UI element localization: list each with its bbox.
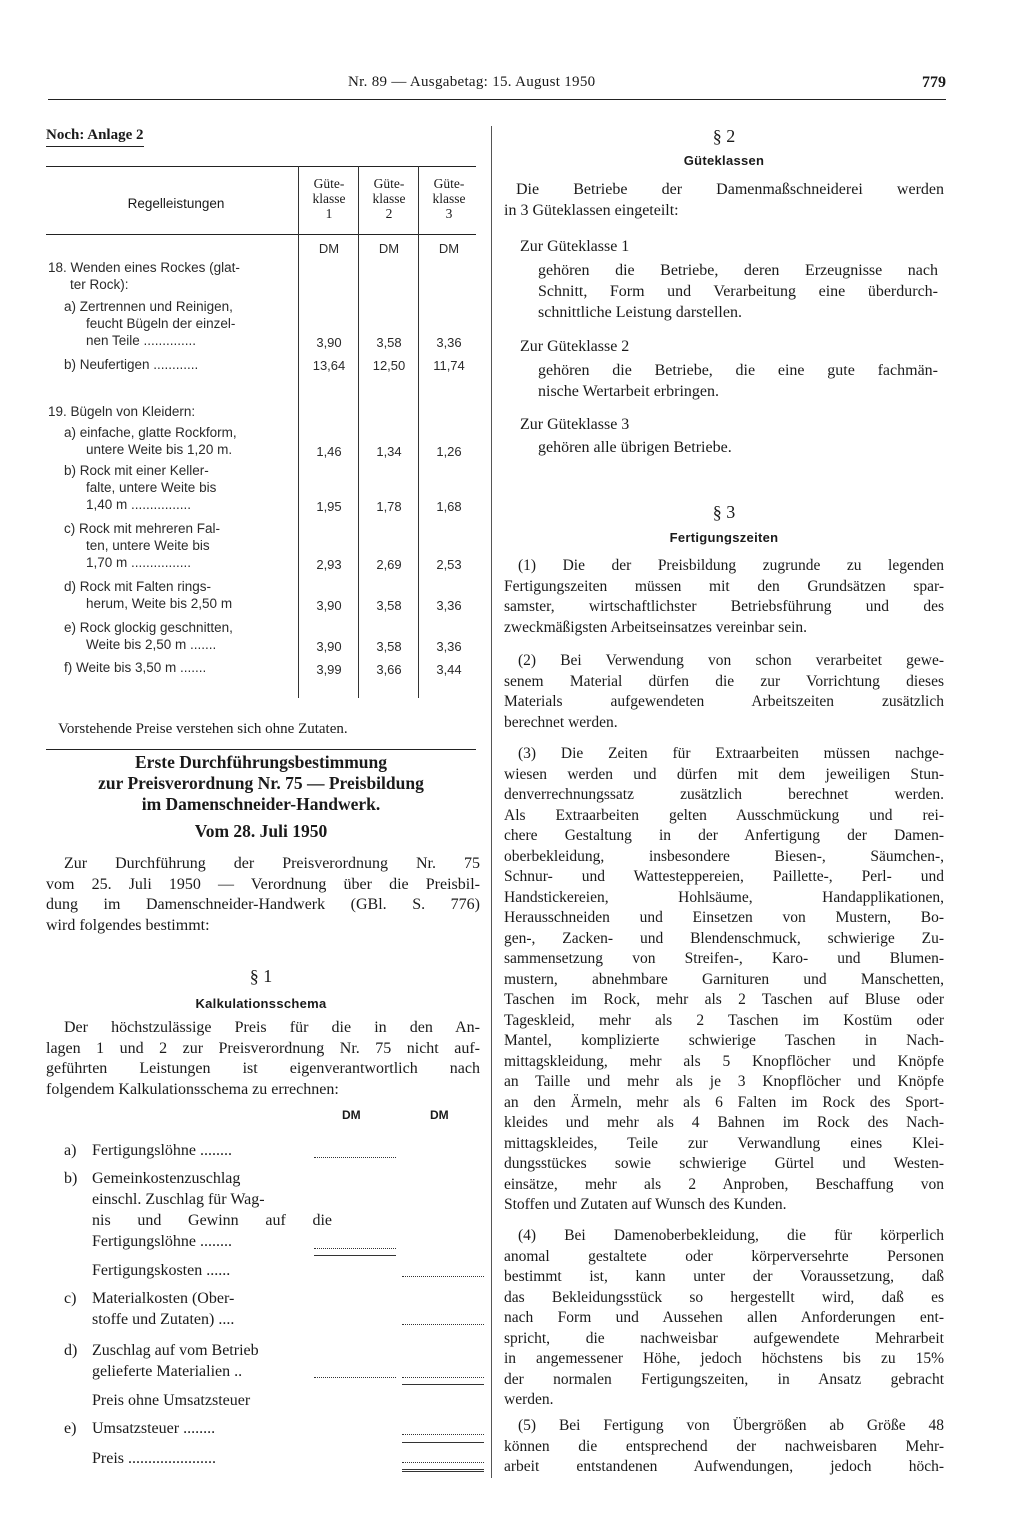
calc-label: c) (64, 1290, 77, 1307)
col-header-gk1 (300, 176, 358, 221)
calc-dm-header: DM (342, 1108, 361, 1122)
section-1-symbol: § 1 (249, 966, 273, 986)
table-cell: 12,50 (372, 358, 406, 373)
table-cell: 2,53 (436, 557, 462, 572)
text-line: Der höchstzulässige Preis für die in den An- (64, 1019, 480, 1036)
text-line: Herausschneiden und Einsetzen von Mustern, Bo- (504, 909, 944, 926)
table-note: Vorstehende Preise verstehen sich ohne Zutaten. (58, 721, 348, 737)
issue-line: Nr. 89 — Ausgabetag: 15. August 1950 (348, 74, 596, 90)
table-cell: 3,90 (316, 639, 342, 654)
intro-paragraph (46, 854, 480, 936)
calc-blank (314, 1157, 396, 1158)
text-line: (3) Die Zeiten für Extraarbeiten müssen nachge- (518, 745, 944, 762)
text-line: an den Ärmeln, mehr als 6 Falten im Rock des Sport- (504, 1093, 944, 1111)
table-row-text: 18. Wenden eines Rockes (glat- (48, 260, 240, 275)
calc-row-a (64, 1140, 484, 1162)
table-cell: 13,64 (312, 358, 346, 373)
paragraph-5 (504, 1416, 944, 1478)
regulation-title (46, 752, 476, 842)
calc-blank (402, 1434, 484, 1435)
table-col-line (418, 166, 419, 698)
paragraph-2 (504, 651, 944, 733)
calc-label: a) (64, 1142, 77, 1159)
text-line: an Taille und mehr als je 3 Knopflöcher und Knöpfe (504, 1073, 944, 1090)
text-line: einsätze, mehr als 2 Anproben, Beschaffung von (504, 1175, 944, 1193)
text-line: Stoffen und Zutaten auf Wunsch des Kunden. (504, 1196, 787, 1213)
calc-sum-rule (402, 1384, 484, 1385)
calc-text: gelieferte Materialien .. (92, 1363, 243, 1380)
table-row-text: d) Rock mit Falten rings- (64, 579, 212, 594)
table-cell: 2,69 (376, 557, 402, 572)
col-header-line: 2 (385, 206, 393, 221)
table-cell: 1,78 (376, 499, 402, 514)
title-line: zur Preisverordnung Nr. 75 — Preisbildung (98, 773, 424, 793)
calc-blank (402, 1462, 484, 1463)
text-line: Schnitt, Form und Verarbeitung eine überdurch- (538, 283, 938, 300)
col-header-gk2 (360, 176, 418, 221)
col-header-line: 3 (445, 206, 453, 221)
calc-text: Umsatzsteuer ........ (92, 1420, 216, 1437)
table-cell: 3,90 (316, 598, 342, 613)
col-header-line: klasse (372, 191, 406, 206)
text-line: Fertigungszeiten müssen mit den Grundsätzen spar- (504, 577, 944, 595)
calc-row-e (64, 1418, 484, 1440)
table-cell: 3,44 (436, 662, 462, 677)
text-line: kleides und mehr als 4 Bahnen im Rock des Nach- (504, 1114, 944, 1131)
col-header-line: 1 (325, 206, 333, 221)
text-line: zweckmäßigsten Arbeitseinsatzes vereinbar sein. (504, 618, 807, 636)
calc-text: Fertigungslöhne ........ (92, 1233, 232, 1250)
calc-blank (402, 1377, 484, 1378)
text-line: denverrechnungssatz zusätzlich berechnet werden. (504, 786, 944, 803)
table-cell: 11,74 (433, 358, 465, 373)
text-line: Zur Durchführung der Preisverordnung Nr. 75 (64, 855, 480, 872)
paragraph-4 (504, 1226, 944, 1411)
calc-text: nis und Gewinn auf die (92, 1212, 332, 1229)
title-line: Erste Durchführungsbestimmung (135, 752, 387, 772)
table-cell: 1,26 (436, 444, 462, 459)
table-cell: 3,58 (376, 335, 402, 350)
calc-sum-rule (314, 1255, 396, 1256)
calc-text: Fertigungslöhne ........ (92, 1142, 232, 1159)
table-cell: 2,93 (316, 557, 342, 572)
gueteklasse-1-head: Zur Güteklasse 1 (520, 238, 630, 255)
table-row-text: 19. Bügeln von Kleidern: (48, 404, 196, 419)
col-header-line: Güte- (313, 176, 345, 191)
text-line: vom 25. Juli 1950 — Verordnung über die Preisbil- (46, 875, 480, 893)
left-column (46, 126, 480, 1467)
text-line: das Bekleidungsstück so hergestellt wird, daß es (504, 1288, 944, 1306)
calc-sum-rule (402, 1442, 484, 1443)
calc-label: d) (64, 1342, 78, 1359)
table-row-text: 1,40 m ................ (86, 497, 192, 512)
table-bottom-rule (46, 749, 476, 750)
calc-text: einschl. Zuschlag für Wag- (92, 1191, 265, 1208)
calc-text: Gemeinkostenzuschlag (92, 1170, 241, 1187)
table-row-text: b) Rock mit einer Keller- (64, 463, 209, 478)
text-line: bestimmt ist, kann unter der Voraussetzung, daß (504, 1268, 944, 1285)
col-header-gk3 (420, 176, 478, 221)
gueteklasse-3-head: Zur Güteklasse 3 (520, 416, 630, 433)
table-row-text: a) Zertrennen und Reinigen, (64, 299, 233, 314)
text-line: (4) Bei Damenoberbekleidung, die für körperlich (518, 1227, 944, 1244)
table-cell: 3,36 (436, 598, 462, 613)
calc-dm-header: DM (430, 1108, 449, 1122)
text-line: der normalen Fertigungszeiten, in Ansatz gebracht (504, 1370, 944, 1388)
title-line: im Damenschneider-Handwerk. (141, 794, 381, 814)
text-line: anomal gestaltete oder körperversehrte Personen (504, 1247, 944, 1265)
anlage-heading: Noch: Anlage 2 (46, 127, 144, 147)
table-cell: 1,68 (436, 499, 462, 514)
text-line: mittagskleides, Teile zur Verwandlung eines Klei- (504, 1134, 944, 1152)
text-line: lagen 1 und 2 zur Preisverordnung Nr. 75 nicht auf- (46, 1039, 480, 1057)
text-line: Tageskleid, mehr als 2 Taschen im Kostüm oder (504, 1011, 944, 1029)
table-row-text: untere Weite bis 1,20 m. (86, 442, 233, 457)
calc-text: stoffe und Zutaten) .... (92, 1311, 235, 1328)
text-line: oberbekleidung, insbesondere Biesen-, Säumchen-, (504, 847, 944, 865)
unit-dm: DM (438, 241, 460, 256)
text-line: dung im Damenschneider-Handwerk (GBl. S. 776) (46, 896, 480, 913)
table-cell: 3,58 (376, 639, 402, 654)
table-row-text: feucht Bügeln der einzel- (86, 316, 236, 331)
table-top-rule (46, 166, 476, 167)
table-row-text: herum, Weite bis 2,50 m (86, 596, 233, 611)
header-rule (48, 99, 946, 100)
section-1-title: Kalkulationsschema (195, 996, 327, 1011)
table-head-rule (46, 234, 476, 235)
table-row-text: nen Teile .............. (86, 333, 197, 348)
unit-dm: DM (378, 241, 400, 256)
table-row-text: e) Rock glockig geschnitten, (64, 620, 233, 635)
text-line: chere Gestaltung in der Anfertigung der Damen- (504, 827, 944, 844)
text-line: spricht, die nachweisbar aufgewendete Mehrarbeit (504, 1329, 944, 1347)
table-cell: 3,99 (316, 662, 342, 677)
table-row-text: a) einfache, glatte Rockform, (64, 425, 237, 440)
text-line: gehören die Betriebe, deren Erzeugnisse nach (538, 262, 938, 279)
text-line: schnittliche Leistung darstellen. (538, 304, 742, 321)
calc-blank (314, 1377, 396, 1378)
page-header (48, 70, 946, 100)
text-line: Taschen im Rock, mehr als 2 Taschen auf Bluse oder (504, 991, 944, 1008)
table-cell: 1,34 (376, 444, 402, 459)
text-line: geführten Leistungen ist eigenverantwortlich nach (46, 1060, 480, 1077)
table-row-text: f) Weite bis 3,50 m ....... (64, 660, 207, 675)
text-line: wiesen werden und dürfen mit dem jeweiligen Stun- (504, 765, 944, 783)
text-line: Schnur- und Wattesteppereien, Paillette-, Perl- und (504, 868, 944, 885)
table-row-text: ten, untere Weite bis (86, 538, 210, 553)
calc-row-preis (92, 1448, 392, 1470)
table-cell: 3,66 (376, 662, 402, 677)
section-3-title: Fertigungszeiten (669, 530, 779, 545)
text-line: gehören die Betriebe, die eine gute fachmän- (538, 362, 938, 379)
text-line: mustern, abnehmbare Garnituren und Manschetten, (504, 970, 944, 988)
text-line: Als Extraarbeiten gelten Ausschmückung und rei- (504, 806, 944, 824)
table-cell: 1,46 (316, 444, 342, 459)
text-line: berechnet werden. (504, 713, 618, 731)
table-col-line (358, 166, 359, 698)
gueteklasse-3-text (538, 438, 938, 459)
text-line: folgendem Kalkulationsschema zu errechnen: (46, 1080, 339, 1098)
section-1-text (46, 1018, 480, 1100)
table-cell: 3,90 (316, 335, 342, 350)
gueteklasse-2-head: Zur Güteklasse 2 (520, 338, 630, 355)
text-line: senem Material dürfen die zur Vorrichtung dieses (504, 672, 944, 690)
calc-blank (402, 1324, 484, 1325)
calc-row-b (64, 1168, 484, 1256)
text-line: nach Form und Aussehen allen Anforderungen ent- (504, 1309, 944, 1326)
calc-label: b) (64, 1170, 78, 1187)
table-cell: 3,36 (436, 335, 462, 350)
calc-row-fertigungskosten (92, 1260, 392, 1282)
text-line: Die Betriebe der Damenmaßschneiderei werden (516, 181, 944, 198)
text-line: (2) Bei Verwendung von schon verarbeitet gewe- (518, 652, 944, 669)
calc-text: Preis ...................... (92, 1450, 216, 1467)
text-line: samster, wirtschaftlichster Betriebsführung und des (504, 598, 944, 615)
text-line: mittagskleidung, mehr als 5 Knopflöcher und Knöpfe (504, 1052, 944, 1070)
text-line: in angemessener Höhe, jedoch höchstens bis zu 15% (504, 1350, 944, 1367)
table-cell: 3,36 (436, 639, 462, 654)
text-line: wird folgendes bestimmt: (46, 916, 210, 934)
text-line: Handstickereien, Hohlsäume, Handapplikationen, (504, 888, 944, 906)
text-line: arbeit entstandenen Aufwendungen, jedoch höch- (504, 1458, 944, 1475)
table-cell: 3,58 (376, 598, 402, 613)
section-2-title: Güteklassen (683, 153, 765, 168)
page-number: 779 (922, 74, 946, 91)
col-header-regelleistungen: Regelleistungen (127, 196, 225, 211)
table-row-text: 1,70 m ................ (86, 555, 192, 570)
paragraph-1 (504, 556, 944, 638)
calc-text: Fertigungskosten ...... (92, 1262, 231, 1279)
text-line: gen-, Zacken- und Blendenschmuck, schwierige Zu- (504, 929, 944, 947)
col-header-line: Güte- (433, 176, 465, 191)
calc-text: Materialkosten (Ober- (92, 1290, 235, 1307)
text-line: gehören alle übrigen Betriebe. (538, 439, 732, 456)
calc-blank (314, 1248, 396, 1249)
table-row-text: Weite bis 2,50 m ....... (86, 637, 217, 652)
section-3-symbol: § 3 (712, 502, 736, 522)
calc-total-double-rule (402, 1469, 484, 1472)
text-line: können die entsprechend der nachweisbaren Mehr- (504, 1437, 944, 1455)
text-line: Materials aufgewendeten Arbeitszeiten zusätzlich (504, 693, 944, 710)
text-line: werden. (504, 1391, 554, 1408)
section-2-symbol: § 2 (712, 126, 736, 146)
text-line: in 3 Güteklassen eingeteilt: (504, 201, 679, 219)
title-date: Vom 28. Juli 1950 (194, 821, 328, 841)
section-2-intro (504, 180, 944, 221)
column-divider (491, 126, 492, 1478)
text-line: nische Wertarbeit erbringen. (538, 383, 720, 400)
table-row-text: falte, untere Weite bis (86, 480, 217, 495)
calc-row-preis-ohne-ust (92, 1390, 392, 1412)
col-header-line: Güte- (373, 176, 405, 191)
calc-label: e) (64, 1420, 77, 1437)
col-header-line: klasse (432, 191, 466, 206)
calc-text: Zuschlag auf vom Betrieb (92, 1342, 259, 1359)
text-line: dungsstückes sowie schwierige Gürtel und Westen- (504, 1155, 944, 1172)
table-row-text: ter Rock): (70, 277, 129, 292)
calc-text: Preis ohne Umsatzsteuer (92, 1392, 251, 1409)
calc-row-c (64, 1288, 484, 1332)
col-header-line: klasse (312, 191, 346, 206)
text-line: (5) Bei Fertigung von Übergrößen ab Größe 48 (518, 1417, 944, 1434)
calc-blank (402, 1276, 484, 1277)
paragraph-3 (504, 744, 944, 1216)
gueteklasse-1-text (538, 260, 938, 323)
unit-dm: DM (318, 241, 340, 256)
table-row-text: b) Neufertigen ............ (64, 357, 199, 372)
table-cell: 1,95 (316, 499, 342, 514)
text-line: (1) Die der Preisbildung zugrunde zu legenden (518, 557, 944, 574)
gueteklasse-2-text (538, 360, 938, 402)
table-row-text: c) Rock mit mehreren Fal- (64, 521, 221, 536)
text-line: sammensetzung von Streifen-, Karo- und Blumen- (504, 950, 944, 967)
text-line: Mantel, komplizierte schwierige Taschen in Nach- (504, 1032, 944, 1049)
